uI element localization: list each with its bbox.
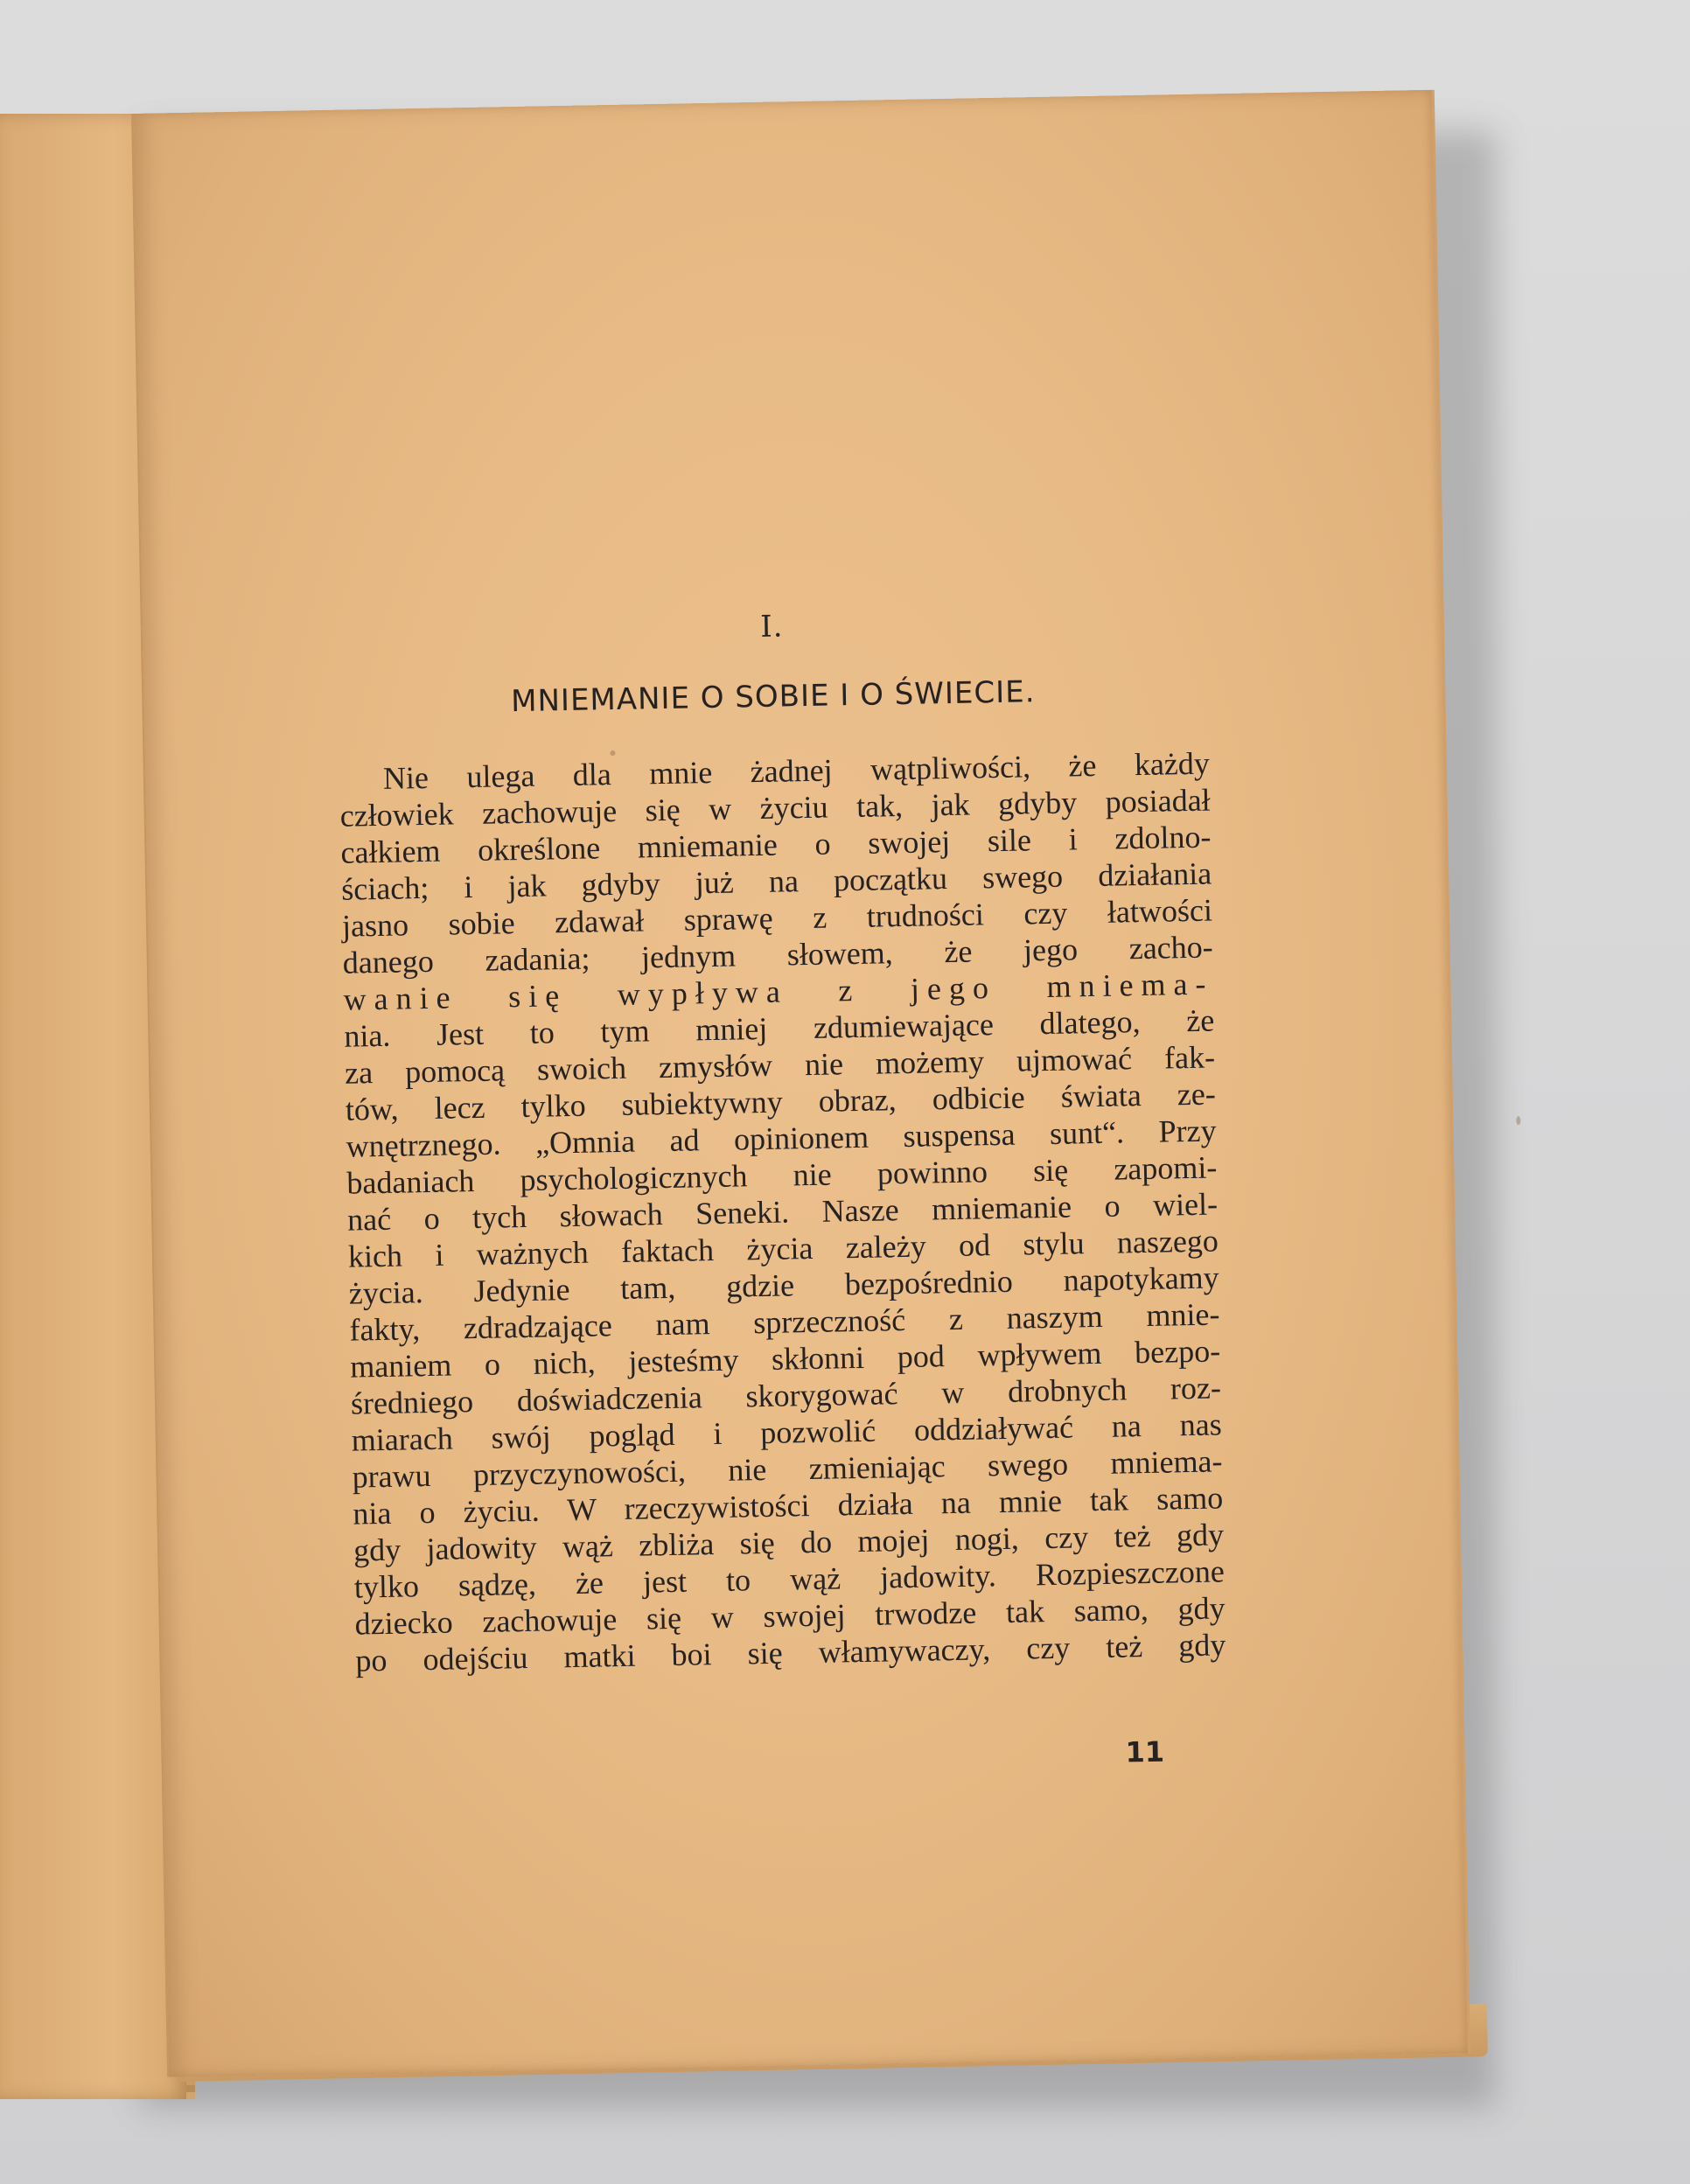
text-line: wnętrznego. „Omnia ad opinionem suspensa sunt“. Przy (346, 1113, 1217, 1164)
text-line: za pomocą swoich zmysłów nie możemy ujmować fak- (344, 1039, 1216, 1091)
text-line: danego zadania; jednym słowem, że jego zacho- (342, 929, 1214, 980)
text-line: całkiem określone mniemanie o swojej sile i zdolno- (340, 819, 1212, 870)
page-number: 11 (1125, 1734, 1165, 1769)
chapter-number: I. (759, 609, 784, 645)
text-line: tylko sądzę, że jest to wąż jadowity. Rozpieszczone (353, 1553, 1226, 1605)
text-line: życia. Jedynie tam, gdzie bezpośrednio napotykamy (348, 1259, 1219, 1311)
body-text (339, 745, 1226, 1679)
text-line: wanie się wypływa z jego mniema- (343, 966, 1214, 1017)
text-line: Nie ulega dla mnie żadnej wątpliwości, że każdy (382, 745, 1211, 796)
text-line: fakty, zdradzające nam sprzeczność z naszym mnie- (349, 1296, 1220, 1348)
text-line: kich i ważnych faktach życia zależy od stylu naszego (347, 1223, 1219, 1274)
text-line: nia o życiu. W rzeczywistości działa na mnie tak samo (353, 1480, 1224, 1532)
text-line: jasno sobie zdawał sprawę z trudności czy łatwości (341, 892, 1213, 944)
paper-spot (1516, 1116, 1520, 1125)
chapter-title: MNIEMANIE O SOBIE I O ŚWIECIE. (510, 674, 1036, 720)
text-line: średniego doświadczenia skorygować w drobnych roz- (350, 1370, 1222, 1421)
text-line: dziecko zachowuje się w swojej trwodze tak samo, gdy (354, 1590, 1226, 1642)
text-line: nia. Jest to tym mniej zdumiewające dlatego, że (344, 1002, 1215, 1054)
text-line: po odejściu matki boi się włamywaczy, czy też gdy (355, 1627, 1226, 1678)
text-line: badaniach psychologicznych nie powinno się zapomi- (346, 1149, 1218, 1201)
text-line: ściach; i jak gdyby już na początku swego działania (340, 855, 1212, 907)
text-line: gdy jadowity wąż zbliża się do mojej nogi, czy też gdy (353, 1517, 1225, 1568)
page-content (337, 602, 1226, 1679)
text-line: człowiek zachowuje się w życiu tak, jak gdyby posiadał (339, 782, 1211, 834)
text-line: miarach swój pogląd i pozwolić oddziaływać na nas (351, 1406, 1223, 1458)
text-line: tów, lecz tylko subiektywny obraz, odbicie świata ze- (345, 1076, 1217, 1127)
right-page (131, 90, 1470, 2077)
text-line: maniem o nich, jesteśmy skłonni pod wpływem bezpo- (349, 1333, 1221, 1385)
text-line: nać o tych słowach Seneki. Nasze mniemanie o wiel- (346, 1186, 1219, 1238)
text-line: prawu przyczynowości, nie zmieniając swego mniema- (352, 1443, 1223, 1495)
